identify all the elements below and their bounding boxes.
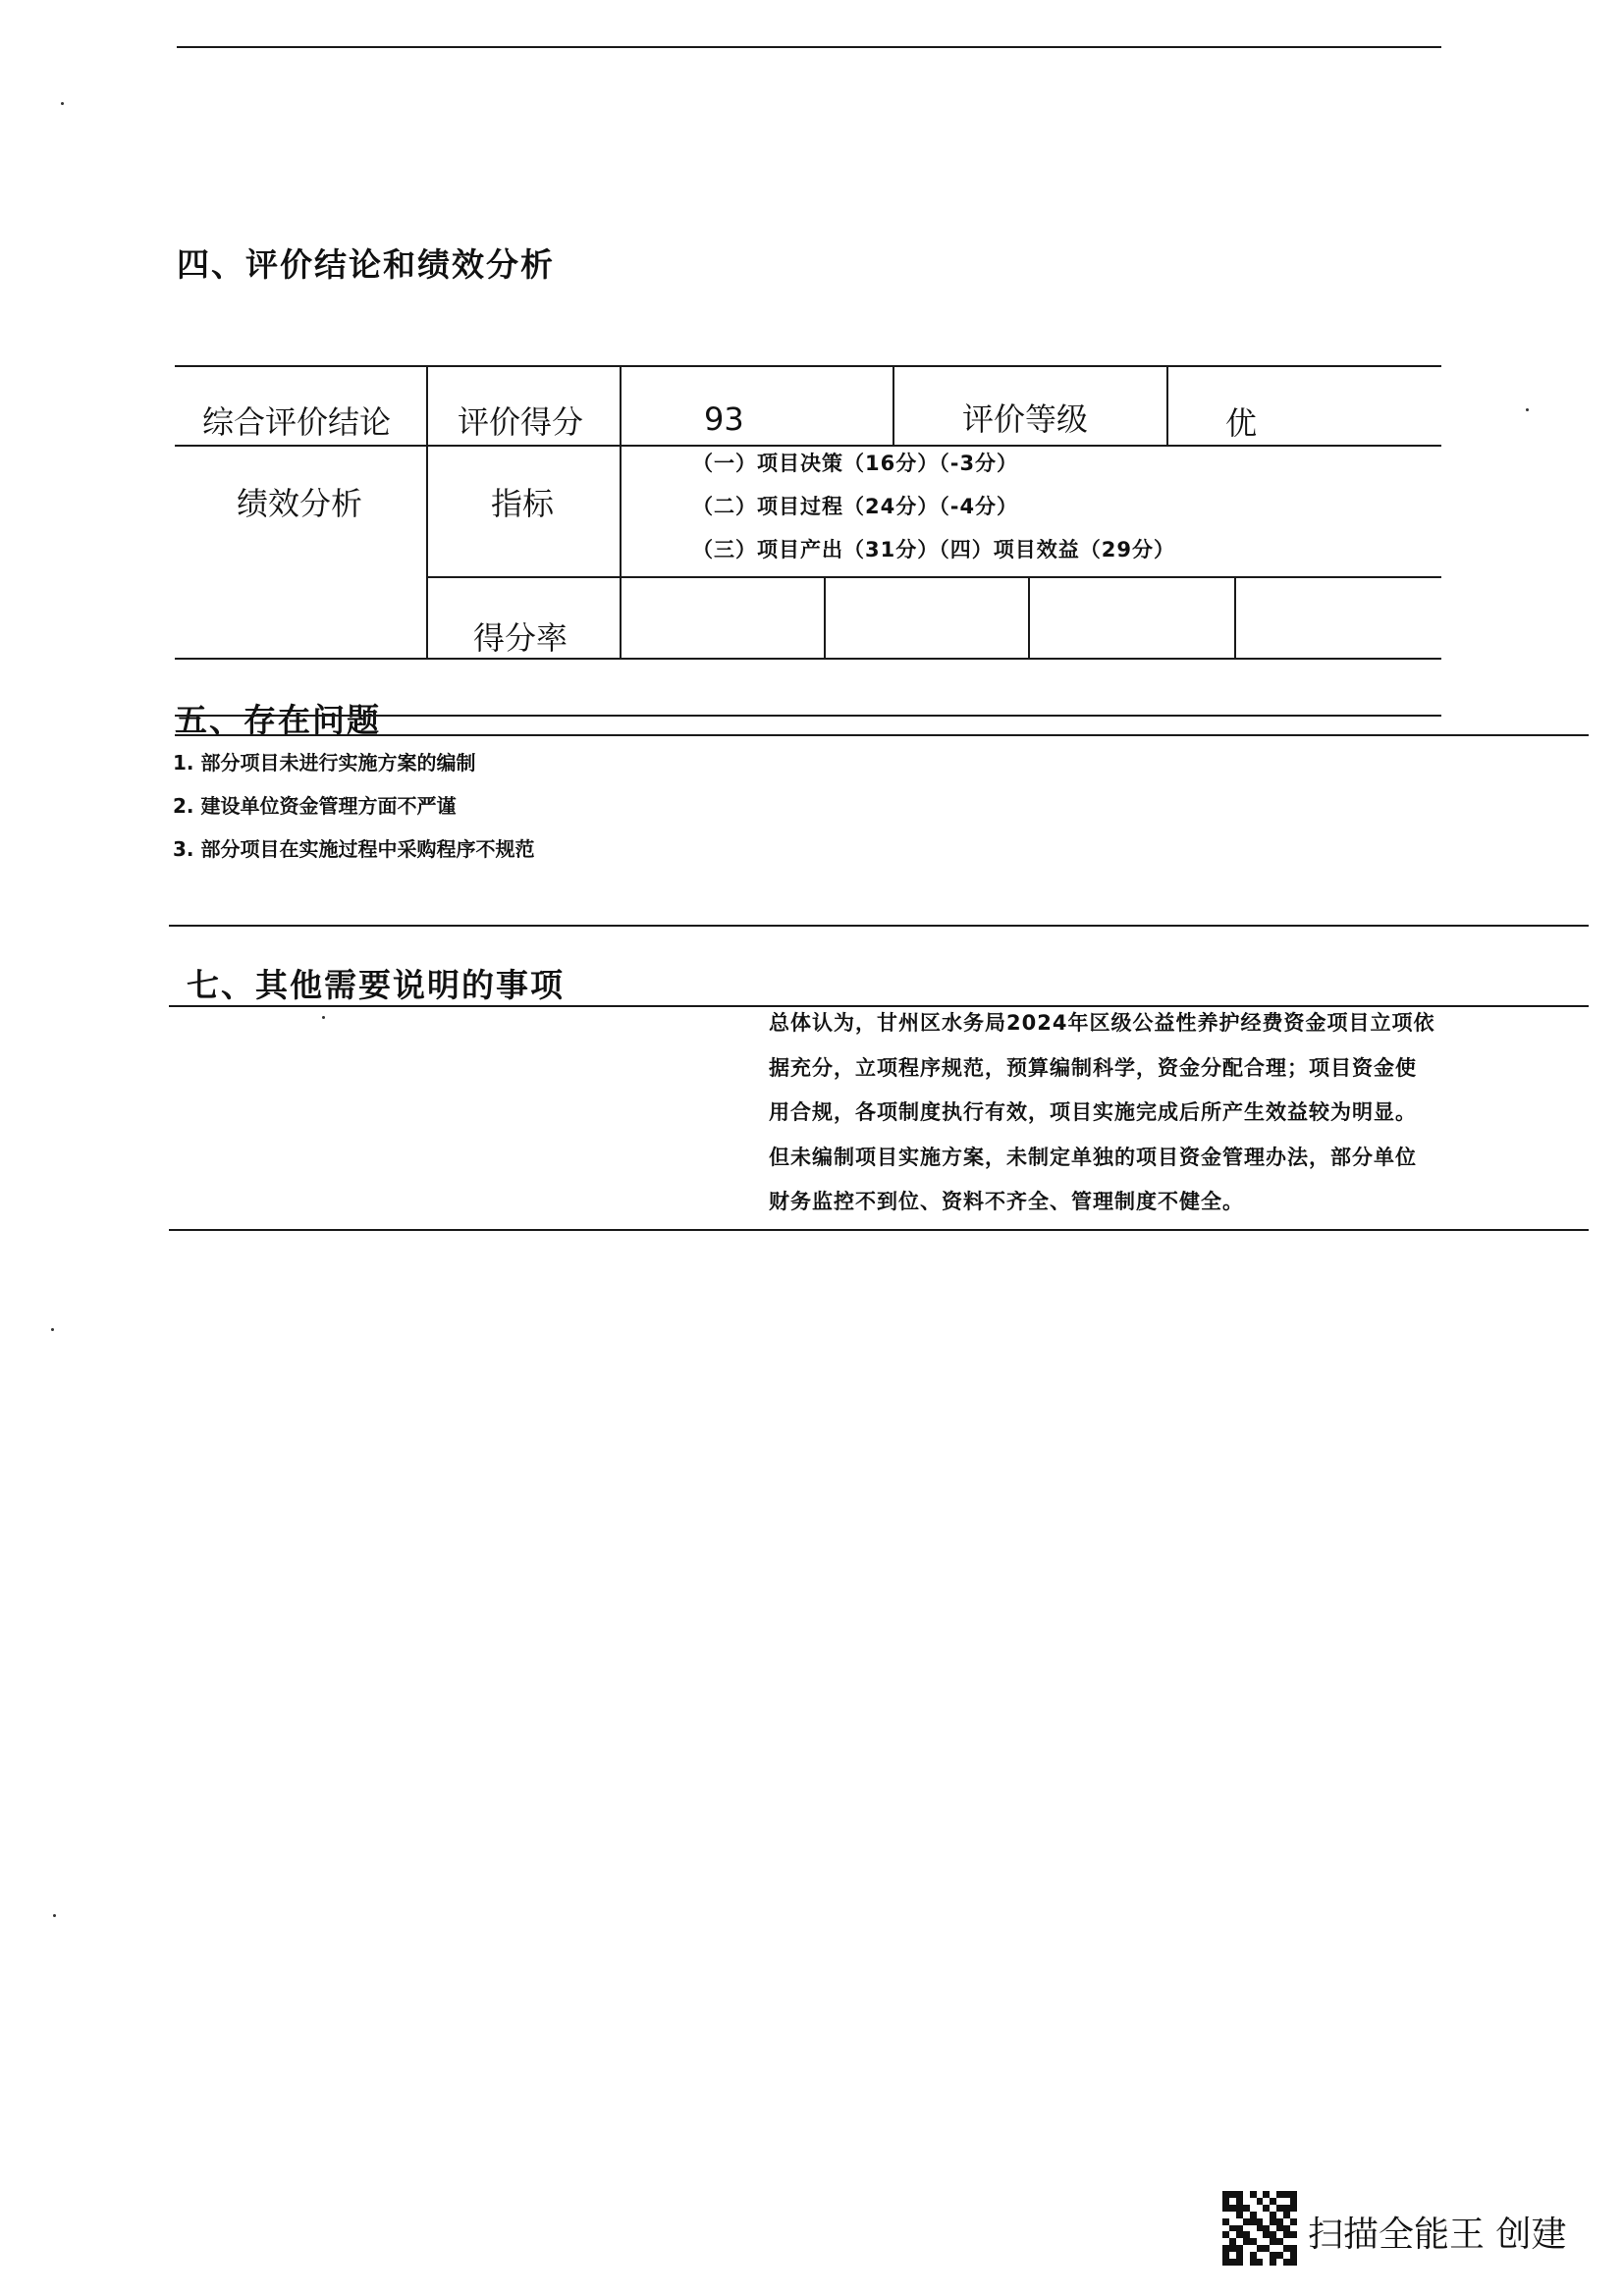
performance-analysis-label: 绩效分析 bbox=[237, 485, 363, 522]
paragraph-line: 用合规，各项制度执行有效，项目实施完成后所产生效益较为明显。 bbox=[769, 1100, 1417, 1124]
strike-rule bbox=[175, 715, 1441, 717]
indicator-line: （三）项目产出（31分）（四）项目效益（29分） bbox=[692, 538, 1175, 561]
indicator-label: 指标 bbox=[491, 485, 555, 522]
qr-code-icon bbox=[1222, 2191, 1297, 2266]
scan-speck bbox=[53, 1914, 56, 1917]
remarks-paragraph bbox=[769, 1001, 1456, 1225]
overall-conclusion-label: 综合评价结论 bbox=[202, 403, 392, 441]
section7-heading: 七、其他需要说明的事项 bbox=[187, 966, 565, 1004]
top-rule bbox=[177, 46, 1441, 48]
grade-label: 评价等级 bbox=[962, 400, 1089, 438]
scanner-watermark-text: 扫描全能王 创建 bbox=[1308, 2215, 1567, 2255]
paragraph-line: 据充分，立项程序规范，预算编制科学，资金分配合理；项目资金使 bbox=[769, 1055, 1417, 1080]
section7-bottom-rule bbox=[169, 1229, 1589, 1231]
section4-heading: 四、评价结论和绩效分析 bbox=[177, 245, 555, 284]
score-label: 评价得分 bbox=[458, 403, 584, 441]
scan-speck bbox=[51, 1328, 54, 1331]
indicator-line: （二）项目过程（24分）（-4分） bbox=[692, 495, 1019, 518]
score-value: 93 bbox=[704, 400, 744, 438]
section5-rule bbox=[175, 734, 1589, 736]
scan-speck bbox=[1526, 408, 1529, 411]
issue-item: 3. 部分项目在实施过程中采购程序不规范 bbox=[173, 837, 535, 861]
score-rate-label: 得分率 bbox=[473, 619, 568, 657]
issue-item: 1. 部分项目未进行实施方案的编制 bbox=[173, 751, 476, 774]
issue-item: 2. 建设单位资金管理方面不严谨 bbox=[173, 794, 457, 818]
paragraph-line: 但未编制项目实施方案，未制定单独的项目资金管理办法，部分单位 bbox=[769, 1145, 1417, 1169]
section5-heading: 五、存在问题 bbox=[175, 701, 381, 739]
paragraph-line: 总体认为，甘州区水务局2024年区级公益性养护经费资金项目立项依 bbox=[769, 1011, 1435, 1035]
scan-speck bbox=[61, 102, 64, 105]
indicator-line: （一）项目决策（16分）（-3分） bbox=[692, 452, 1019, 475]
scan-speck bbox=[322, 1016, 325, 1019]
paragraph-line: 财务监控不到位、资料不齐全、管理制度不健全。 bbox=[769, 1190, 1244, 1213]
grade-value: 优 bbox=[1225, 404, 1258, 442]
section5-bottom-rule bbox=[169, 925, 1589, 927]
